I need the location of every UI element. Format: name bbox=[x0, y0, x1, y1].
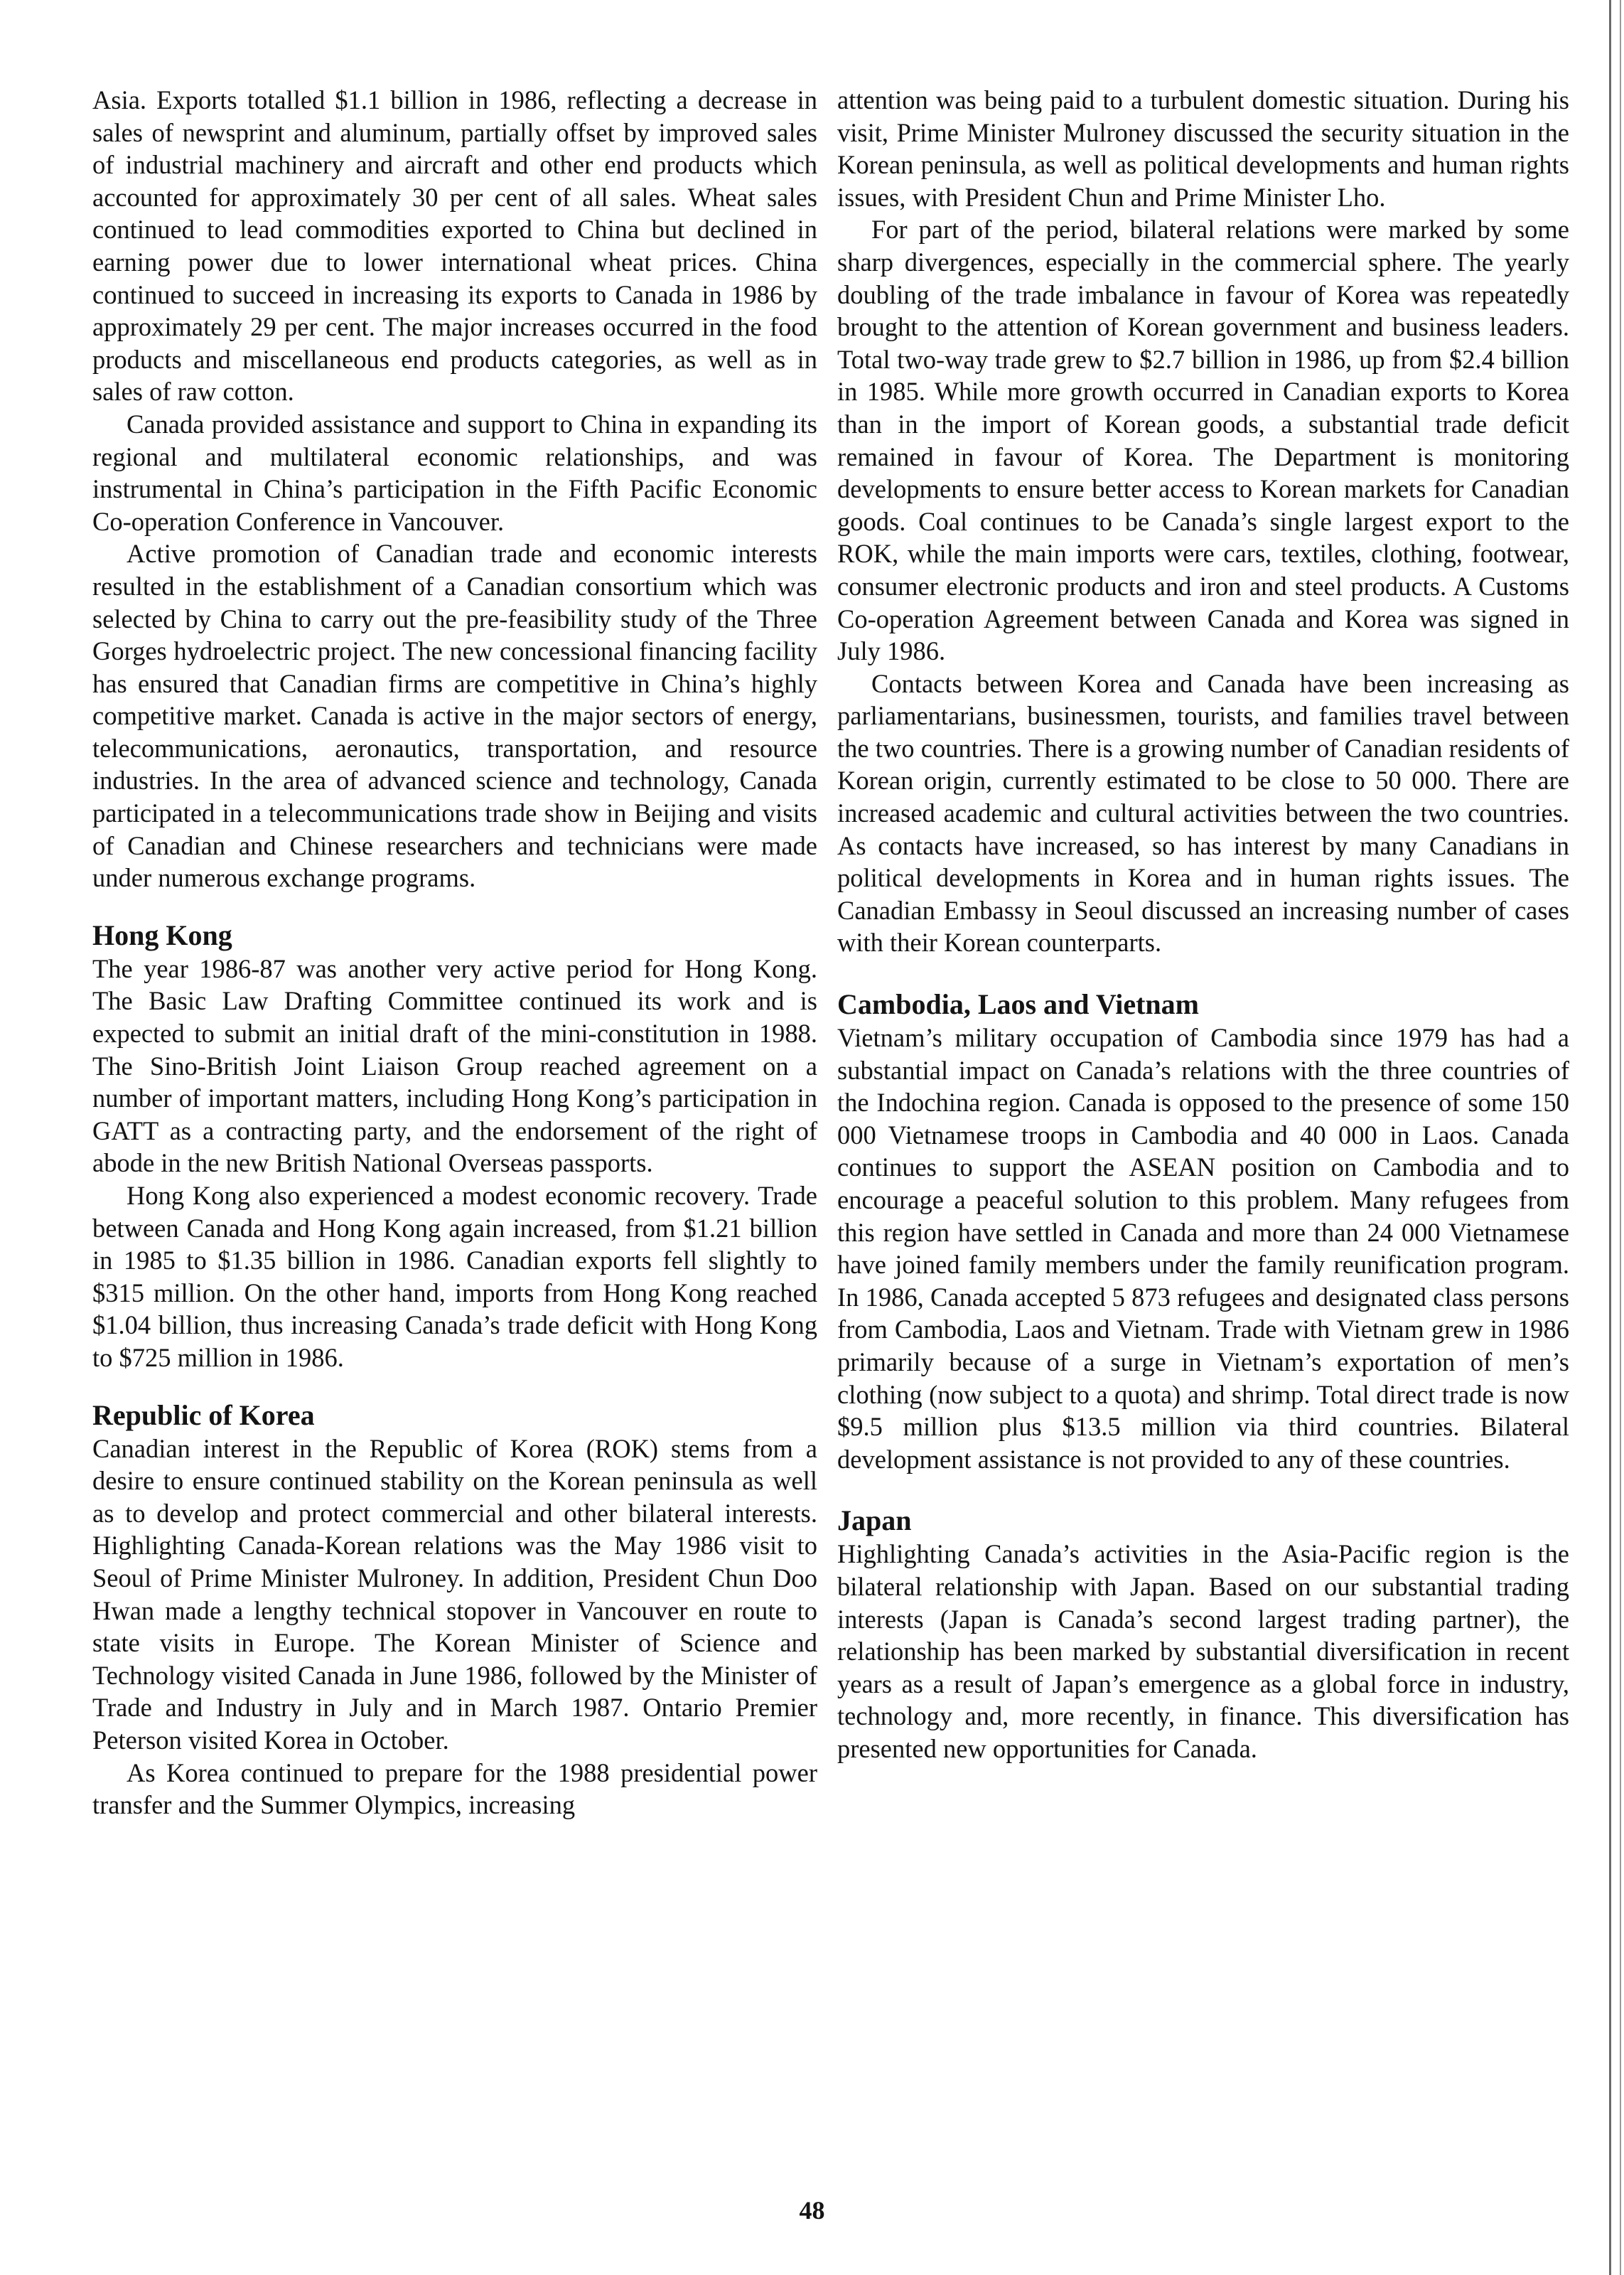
paragraph: Canadian interest in the Republic of Korea (ROK) stems from a desire to ensure continued stability on the Korean peninsula as well as to develop and protect commercial and other bilateral interests. Highlighting Canada-Korean relations was the May 1986 visit to Seoul of Prime Minister Mulroney. In addition, President Chun Doo Hwan made a lengthy technical stopover in Vancouver en route to state visits in Europe. The Korean Minister of Science and Technology visited Canada in June 1986, followed by the Minister of Trade and Industry in July and in March 1987. Ontario Premier Peterson visited Korea in October. bbox=[92, 1433, 817, 1755]
paragraph: Highlighting Canada’s activities in the Asia-Pacific region is the bilateral relationship with Japan. Based on our substantial trading interests (Japan is Canada’s second largest trading partner), the relationship has been marked by substantial diversification in recent years as a result of Japan’s emergence as a global force in industry, technology and, more recently, in finance. This diversification has presented new opportunities for Canada. bbox=[837, 1539, 1569, 1763]
section-heading-cambodia-laos-vietnam: Cambodia, Laos and Vietnam bbox=[837, 988, 1199, 1021]
paragraph: Vietnam’s military occupation of Cambodia since 1979 has had a substantial impact on Canada’s relations with the three countries of the Indochina region. Canada is opposed to the presence of some 150 000 Vietnamese troops in Cambodia and 40 000 in Laos. Canada continues to support the ASEAN position on Cambodia and to encourage a peaceful solution to this problem. Many refugees from this region have settled in Canada and more than 24 000 Vietnamese have joined family members under the family reunification program. In 1986, Canada accepted 5 873 refugees and designated class persons from Cambodia, Laos and Vietnam. Trade with Vietnam grew in 1986 primarily because of a surge in Vietnam’s exportation of men’s clothing (now subject to a quota) and shrimp. Total direct trade is now $9.5 million plus $13.5 million via third countries. Bilateral development assistance is not provided to any of these countries. bbox=[837, 1023, 1569, 1474]
paragraph: The year 1986-87 was another very active period for Hong Kong. The Basic Law Drafting Committee continued its work and is expected to submit an initial draft of the mini-constitution in 1988. The Sino-British Joint Liaison Group reached agreement on a number of important matters, including Hong Kong’s participation in GATT as a contracting party, and the endorsement of the right of abode in the new British National Overseas passports. bbox=[92, 953, 817, 1178]
section-spacer bbox=[92, 894, 817, 919]
paragraph: Canada provided assistance and support to China in expanding its regional and multilateral economic relationships, and was instrumental in China’s participation in the Fifth Pacific Economic Co-operation Conference in Vancouver. bbox=[92, 409, 817, 536]
section-spacer bbox=[92, 1374, 817, 1398]
left-column bbox=[92, 84, 817, 1821]
section-heading-republic-of-korea: Republic of Korea bbox=[92, 1398, 315, 1431]
paragraph: Hong Kong also experienced a modest economic recovery. Trade between Canada and Hong Kong again increased, from $1.21 billion in 1985 to $1.35 billion in 1986. Canadian exports fell slightly to $315 million. On the other hand, imports from Hong Kong reached $1.04 billion, thus increasing Canada’s trade deficit with Hong Kong to $725 million in 1986. bbox=[92, 1181, 817, 1372]
scan-edge-line bbox=[1620, 0, 1621, 2275]
paragraph: Contacts between Korea and Canada have been increasing as parliamentarians, businessmen, tourists, and families travel between the two countries. There is a growing number of Canadian residents of Korean origin, currently estimated to be close to 50 000. There are increased academic and cultural activities between the two countries. As contacts have increased, so has interest by many Canadians in political developments in Korea and in human rights issues. The Canadian Embassy in Seoul discussed an increasing number of cases with their Korean counterparts. bbox=[837, 668, 1569, 958]
section-spacer bbox=[837, 959, 1569, 987]
paragraph: For part of the period, bilateral relations were marked by some sharp divergences, especially in the commercial sphere. The yearly doubling of the trade imbalance in favour of Korea was repeatedly brought to the attention of Korean government and business leaders. Total two-way trade grew to $2.7 billion in 1986, up from $2.4 billion in 1985. While more growth occurred in Canadian exports to Korea than in the import of Korean goods, a substantial trade deficit remained in favour of Korea. The Department is monitoring developments to ensure better access to Korean markets for Canadian goods. Coal continues to be Canada’s single largest export to the ROK, while the main imports were cars, textiles, clothing, footwear, consumer electronic products and iron and steel products. A Customs Co-operation Agreement between Canada and Korea was signed in July 1986. bbox=[837, 215, 1569, 666]
paragraph: Active promotion of Canadian trade and economic interests resulted in the establishment of a Canadian consortium which was selected by China to carry out the pre-feasibility study of the Three Gorges hydroelectric project. The new concessional financing facility has ensured that Canadian firms are competitive in China’s highly competitive market. Canada is active in the major sectors of energy, telecommunications, aeronautics, transportation, and resource industries. In the area of advanced science and technology, Canada participated in a telecommunications trade show in Beijing and visits of Canadian and Chinese researchers and technicians were made under numerous exchange programs. bbox=[92, 539, 817, 893]
section-heading-hong-kong: Hong Kong bbox=[92, 919, 232, 951]
section-heading-japan: Japan bbox=[837, 1504, 912, 1537]
paragraph: attention was being paid to a turbulent domestic situation. During his visit, Prime Minister Mulroney discussed the security situation in the Korean peninsula, as well as political developments and human rights issues, with President Chun and Prime Minister Lho. bbox=[837, 85, 1569, 212]
scan-edge-line bbox=[1609, 0, 1611, 2275]
paragraph: Asia. Exports totalled $1.1 billion in 1986, reflecting a decrease in sales of newsprint and aluminum, partially offset by improved sales of industrial machinery and aircraft and other end products which accounted for approximately 30 per cent of all sales. Wheat sales continued to lead commodities exported to China but declined in earning power due to lower international wheat prices. China continued to succeed in increasing its exports to Canada in 1986 by approximately 29 per cent. The major increases occurred in the food products and miscellaneous end products categories, as well as in sales of raw cotton. bbox=[92, 85, 817, 407]
right-column bbox=[837, 84, 1569, 1765]
paragraph: As Korea continued to prepare for the 1988 presidential power transfer and the Summer Olympics, increasing bbox=[92, 1757, 817, 1820]
section-spacer bbox=[837, 1475, 1569, 1504]
page-number: 48 bbox=[799, 2196, 825, 2225]
